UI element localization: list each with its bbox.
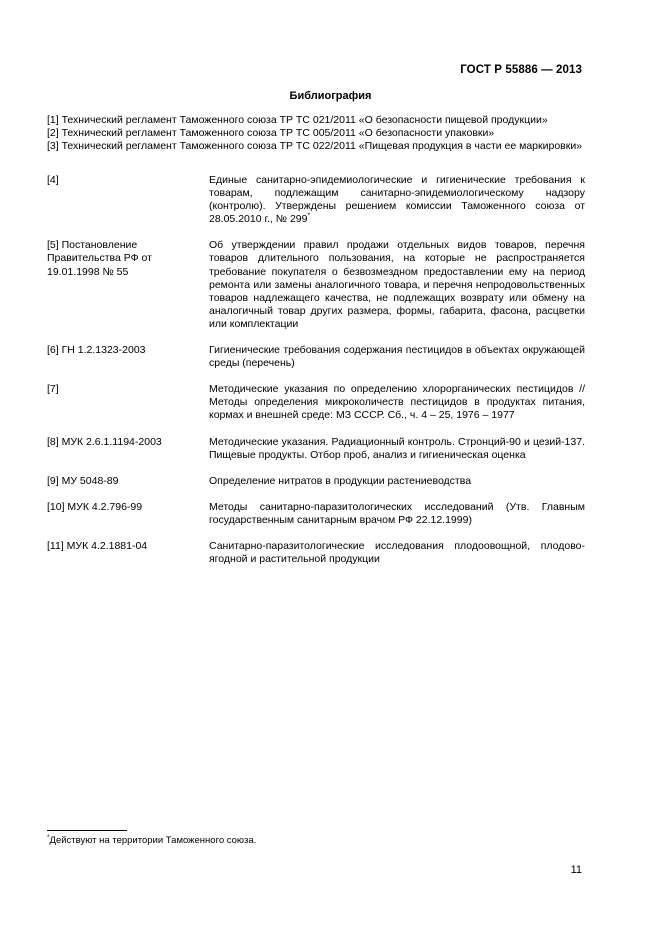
reference-row-9 [47, 475, 585, 488]
reference-label: [11] МУК 4.2.1881-04 [47, 539, 148, 552]
reference-text: Об утверждении правил продажи отдельных видов товаров, перечня товаров длительного пользования, на которые не распространяется требование покупателя о безвозмездном предоставлении ему на период ремонта или замены аналогичного товара, и перечня непродовольственных товаров надлежащего качества, не подлежащих возврату или обмену на аналогичный товар других размера, формы, габарита, фасона, расцветки или комплектации [209, 239, 585, 330]
reference-row-6 [47, 344, 585, 370]
page-number: 11 [570, 864, 582, 876]
reference-item-1: [1] Технический регламент Таможенного союза ТР ТС 021/2011 «О безопасности пищевой продукции» [47, 114, 548, 126]
reference-text [209, 174, 585, 226]
references-table [47, 174, 585, 579]
footnote [47, 834, 256, 847]
reference-text: Санитарно-паразитологические исследования плодоовощной, плодово-ягодной и растительной продукции [209, 539, 585, 566]
simple-references-list [47, 114, 585, 153]
document-header-standard-id: ГОСТ Р 55886 — 2013 [460, 64, 582, 76]
reference-label: [4] [47, 174, 59, 186]
footnote-mark: * [47, 833, 50, 841]
reference-row-5 [47, 239, 585, 331]
reference-label: [6] ГН 1.2.1323-2003 [47, 344, 146, 357]
reference-label: [5] Постановление Правительства РФ от 19.01.1998 № 55 [47, 239, 152, 278]
reference-label: [7] [47, 383, 59, 396]
reference-text: Методические указания по определению хлорорганических пестицидов // Методы определения микроколичеств пестицидов в продуктах питания, кормах и внешней среде: МЗ СССР. Сб., ч. 4 – 25, 1976 – 1977 [209, 383, 585, 422]
reference-text: Гигиенические требования содержания пестицидов в объектах окружающей среды (перечень) [209, 344, 585, 370]
bibliography-title: Библиография [289, 90, 372, 102]
reference-text: Определение нитратов в продукции растениеводства [209, 474, 472, 487]
footnote-mark: * [307, 212, 311, 220]
reference-text: Методы санитарно-паразитологических исследований (Утв. Главным государственным санитарным врачом РФ 22.12.1999) [209, 500, 585, 526]
footnote-text: Действуют на территории Таможенного союза. [49, 835, 257, 846]
reference-row-10 [47, 501, 585, 527]
reference-label: [8] МУК 2.6.1.1194-2003 [47, 435, 162, 448]
reference-label: [9] МУ 5048-89 [47, 474, 119, 487]
reference-item-2: [2] Технический регламент Таможенного союза ТР ТС 005/2011 «О безопасности упаковки» [47, 127, 495, 140]
footnote-divider [47, 830, 127, 831]
reference-item-3: [3] Технический регламент Таможенного союза ТР ТС 022/2011 «Пищевая продукция в части ее маркировки» [47, 140, 583, 153]
reference-row-4 [47, 174, 585, 226]
reference-text-body: Единые санитарно-эпидемиологические и гигиенические требования к товарам, подлежащим санитарно-эпидемиологическому надзору (контролю). Утверждены решением комиссии Таможенного союза от 28.05.2010 г., № 299 [209, 174, 585, 226]
reference-row-7 [47, 383, 585, 422]
reference-row-8 [47, 436, 585, 462]
reference-text: Методические указания. Радиационный контроль. Стронций-90 и цезий-137. Пищевые продукты. Отбор проб, анализ и гигиеническая оценка [209, 435, 585, 461]
reference-row-11 [47, 540, 585, 566]
reference-label: [10] МУК 4.2.796-99 [47, 500, 143, 513]
